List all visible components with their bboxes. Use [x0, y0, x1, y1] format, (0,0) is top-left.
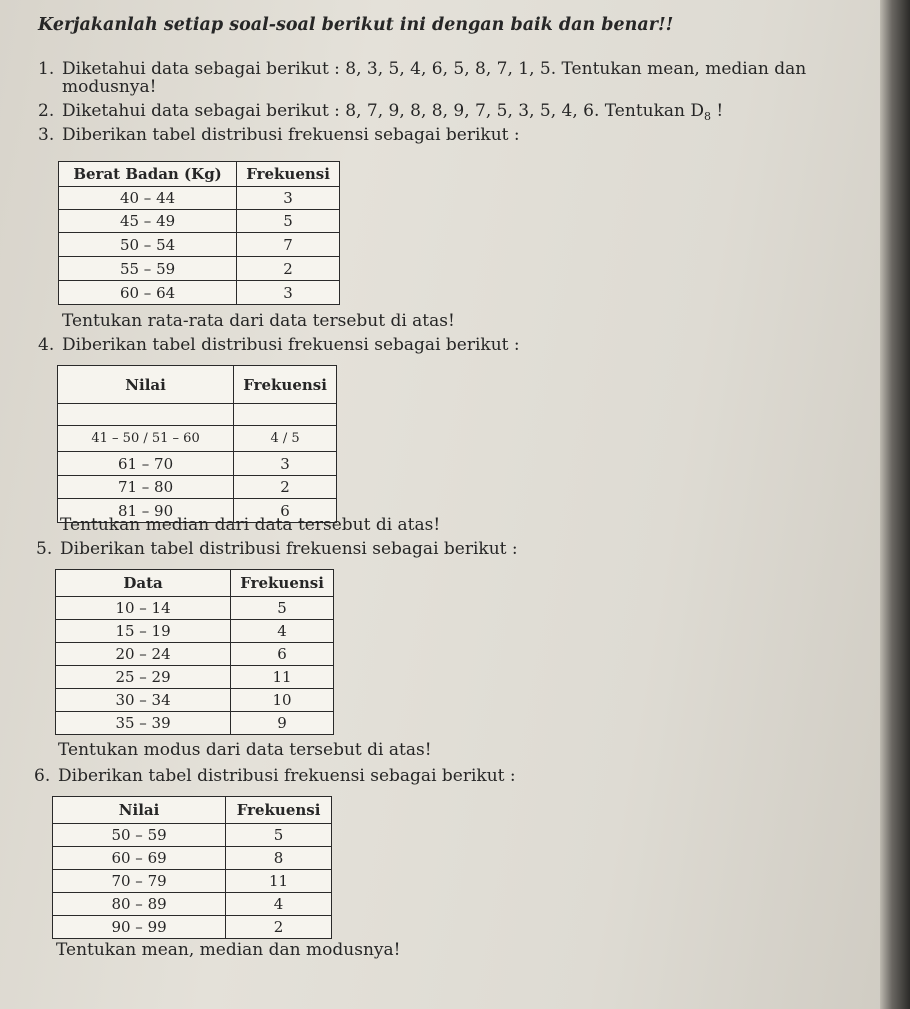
table-cell: [58, 404, 234, 426]
table-cell: 60 – 64: [59, 281, 237, 305]
table-header-cell: Nilai: [58, 366, 234, 404]
table-cell: 8: [226, 847, 332, 870]
table-cell: 7: [237, 233, 340, 257]
q5-number: 5.: [36, 539, 53, 559]
table-header-cell: Frekuensi: [237, 162, 340, 187]
table-cell: 55 – 59: [59, 257, 237, 281]
table-cell: 3: [234, 452, 337, 476]
table-cell: 61 – 70: [58, 452, 234, 476]
table-cell: [234, 404, 337, 426]
table-cell: 40 – 44: [59, 187, 237, 210]
table-row: [53, 893, 332, 916]
table-row: [58, 476, 337, 499]
q6-number: 6.: [34, 766, 51, 786]
table-row: [56, 666, 334, 689]
q2-text-main: Diketahui data sebagai berikut : 8, 7, 9, 8, 8, 9, 7, 5, 3, 5, 4, 6. Tentukan D: [62, 101, 705, 121]
table-header-row: [59, 162, 340, 187]
table-row: [59, 257, 340, 281]
table-row: [53, 870, 332, 893]
q2-text: [62, 100, 723, 124]
table-row: [53, 847, 332, 870]
q3-text: Diberikan tabel distribusi frekuensi sebagai berikut :: [62, 125, 520, 145]
table-cell: 4: [226, 893, 332, 916]
q3-instruction: Tentukan rata-rata dari data tersebut di atas!: [62, 311, 455, 331]
q2-number: 2.: [38, 101, 55, 121]
table-row: [58, 404, 337, 426]
table-cell: 71 – 80: [58, 476, 234, 499]
table-cell: 90 – 99: [53, 916, 226, 939]
table-cell: 45 – 49: [59, 210, 237, 233]
table-row: [56, 620, 334, 643]
q4-text: Diberikan tabel distribusi frekuensi sebagai berikut :: [62, 335, 520, 355]
table-cell: 2: [234, 476, 337, 499]
table-row: [56, 712, 334, 735]
table-header-cell: Berat Badan (Kg): [59, 162, 237, 187]
table-header-cell: Frekuensi: [231, 570, 334, 597]
table-row: [56, 643, 334, 666]
table-cell: 5: [237, 210, 340, 233]
q4-number: 4.: [38, 335, 55, 355]
table-cell: 30 – 34: [56, 689, 231, 712]
table-row: [58, 452, 337, 476]
table-cell: 20 – 24: [56, 643, 231, 666]
table-header-cell: Frekuensi: [226, 797, 332, 824]
q3-table: [58, 161, 340, 305]
table-cell: 50 – 59: [53, 824, 226, 847]
q5-table: [55, 569, 334, 735]
q1-text-line2: modusnya!: [62, 77, 157, 97]
table-cell: 9: [231, 712, 334, 735]
table-header-row: [53, 797, 332, 824]
q6-instruction: Tentukan mean, median dan modusnya!: [56, 940, 401, 960]
table-cell: 60 – 69: [53, 847, 226, 870]
table-cell: 2: [237, 257, 340, 281]
table-row: [59, 210, 340, 233]
table-cell: 35 – 39: [56, 712, 231, 735]
table-row: [53, 824, 332, 847]
q6-table: [52, 796, 332, 939]
table-header-row: [58, 366, 337, 404]
table-cell: 11: [226, 870, 332, 893]
table-header-cell: Nilai: [53, 797, 226, 824]
q5-text: Diberikan tabel distribusi frekuensi sebagai berikut :: [60, 539, 518, 559]
table-cell: 4: [231, 620, 334, 643]
q4-instruction: Tentukan median dari data tersebut di atas!: [60, 515, 441, 535]
table-cell: 10 – 14: [56, 597, 231, 620]
table-cell: 5: [226, 824, 332, 847]
table-cell: 2: [226, 916, 332, 939]
q2-text-end: !: [711, 101, 724, 121]
table-cell: 11: [231, 666, 334, 689]
q3-number: 3.: [38, 125, 55, 145]
page-heading: Kerjakanlah setiap soal-soal berikut ini dengan baik dan benar!!: [38, 15, 674, 35]
table-row: [59, 233, 340, 257]
table-row: [59, 187, 340, 210]
table-cell: 80 – 89: [53, 893, 226, 916]
table-cell: 5: [231, 597, 334, 620]
q6-text: Diberikan tabel distribusi frekuensi sebagai berikut :: [58, 766, 516, 786]
photo-dark-edge: [880, 0, 910, 1009]
table-cell: 10: [231, 689, 334, 712]
table-cell: 6: [231, 643, 334, 666]
table-cell: 6: [234, 499, 337, 523]
table-cell: 70 – 79: [53, 870, 226, 893]
table-row: [53, 916, 332, 939]
table-row: [59, 281, 340, 305]
table-header-cell: Frekuensi: [234, 366, 337, 404]
table-cell: 50 – 54: [59, 233, 237, 257]
table-cell: 81 – 90: [58, 499, 234, 523]
table-cell: 41 – 50 / 51 – 60: [58, 426, 234, 452]
q5-instruction: Tentukan modus dari data tersebut di atas!: [58, 740, 432, 760]
table-row: [58, 426, 337, 452]
table-cell: 3: [237, 187, 340, 210]
table-cell: 25 – 29: [56, 666, 231, 689]
q1-text-line1: Diketahui data sebagai berikut : 8, 3, 5, 4, 6, 5, 8, 7, 1, 5. Tentukan mean, median dan: [62, 59, 807, 79]
q4-table: [57, 365, 337, 523]
table-cell: 4 / 5: [234, 426, 337, 452]
table-cell: 3: [237, 281, 340, 305]
q2-subscript: 8: [704, 110, 712, 123]
table-header-row: [56, 570, 334, 597]
table-header-cell: Data: [56, 570, 231, 597]
table-row: [56, 689, 334, 712]
q1-number: 1.: [38, 59, 55, 79]
table-row: [56, 597, 334, 620]
table-cell: 15 – 19: [56, 620, 231, 643]
